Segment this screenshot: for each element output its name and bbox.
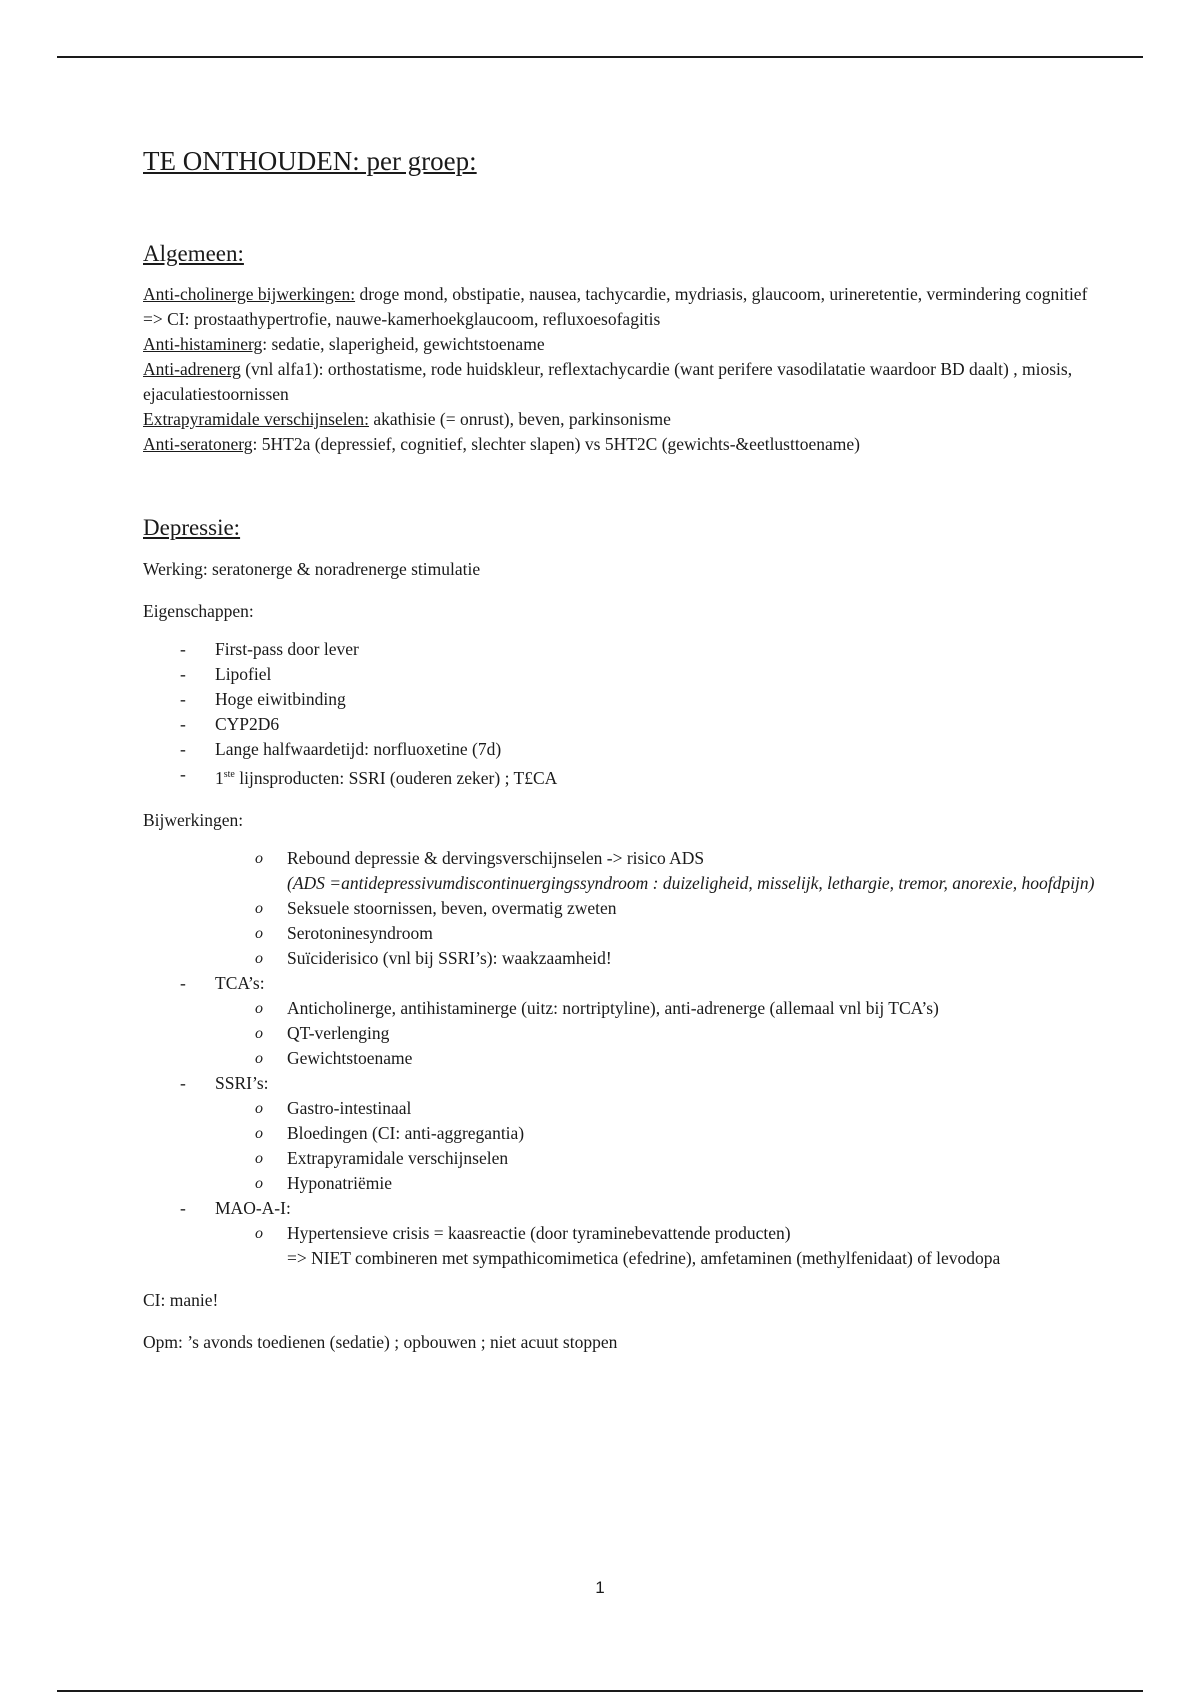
anticholinerg-label: Anti-cholinerge bijwerkingen:	[143, 284, 356, 304]
dash-bullet: -	[180, 1197, 186, 1218]
antiseratonerg-line	[143, 432, 1103, 457]
extrapyramidaal-label: Extrapyramidale verschijnselen:	[143, 409, 369, 429]
rebound-text: Rebound depressie & dervingsverschijnselen -> risico ADS	[287, 847, 705, 868]
extrapyramidaal-line	[143, 407, 1103, 432]
page-number: 1	[595, 1578, 605, 1597]
eerste-lijn-rest: lijnsproducten: SSRI (ouderen zeker) ; T£CA	[234, 767, 558, 788]
footer-rule	[57, 1690, 1143, 1692]
dash-bullet: -	[180, 664, 186, 684]
list-item-text: Serotoninesyndroom	[287, 922, 433, 943]
section-heading-depressie: Depressie:	[143, 515, 241, 540]
list-item-text: Seksuele stoornissen, beven, overmatig zweten	[287, 897, 617, 918]
ci-line: => CI: prostaathypertrofie, nauwe-kamerhoekglaucoom, refluxoesofagitis	[143, 309, 661, 329]
list-item	[215, 1221, 1103, 1271]
circle-bullet: o	[255, 924, 263, 942]
algemeen-section	[143, 282, 1103, 457]
dash-bullet: -	[180, 1072, 186, 1093]
maoi-note: => NIET combineren met sympathicomimetica (efedrine), amfetaminen (methylfenidaat) of levodopa	[287, 1247, 1001, 1268]
list-item	[215, 1121, 1103, 1146]
list-item	[143, 921, 1103, 946]
antiadrenerg-text: (vnl alfa1): orthostatisme, rode huidskleur, reflextachycardie (want perifere vasodilatatie waardoor BD daalt) , miosis, ejaculatiestoornissen	[143, 359, 1073, 404]
list-item-text: Extrapyramidale verschijnselen	[287, 1147, 509, 1168]
list-item-text: Anticholinerge, antihistaminerge (uitz: nortriptyline), anti-adrenerge (allemaal vnl bij TCA’s)	[287, 997, 939, 1018]
circle-bullet: o	[255, 1099, 263, 1117]
anticholinerg-line	[143, 282, 1103, 307]
list-item	[143, 846, 1103, 896]
circle-bullet: o	[255, 899, 263, 917]
list-item-text: QT-verlenging	[287, 1022, 390, 1043]
list-item	[215, 1046, 1103, 1071]
dash-bullet: -	[180, 689, 186, 709]
list-item	[143, 737, 1103, 762]
list-item-text: Lange halfwaardetijd: norfluoxetine (7d)	[215, 739, 502, 759]
list-item-text: First-pass door lever	[215, 639, 359, 659]
list-item	[215, 1171, 1103, 1196]
maoi-label: MAO-A-I:	[215, 1197, 291, 1218]
antiadrenerg-line	[143, 357, 1103, 407]
ordinal-suffix: ste	[223, 769, 235, 780]
section-heading-algemeen: Algemeen:	[143, 241, 244, 266]
antiseratonerg-text: : 5HT2a (depressief, cognitief, slechter slapen) vs 5HT2C (gewichts-&eetlusttoename)	[252, 434, 860, 454]
antihistaminerg-line	[143, 332, 1103, 357]
tca-group	[143, 971, 1103, 1071]
list-item-text: CYP2D6	[215, 714, 280, 734]
circle-bullet: o	[255, 1224, 263, 1242]
page-content	[143, 143, 1103, 1355]
list-item-text: Hypertensieve crisis = kaasreactie (door tyraminebevattende producten)	[287, 1222, 791, 1243]
dash-bullet: -	[180, 739, 186, 759]
list-item	[143, 687, 1103, 712]
list-item	[215, 1146, 1103, 1171]
list-item-text: Gastro-intestinaal	[287, 1097, 412, 1118]
antihistaminerg-label: Anti-histaminerg	[143, 334, 263, 354]
list-item	[143, 662, 1103, 687]
list-item	[143, 637, 1103, 662]
antiadrenerg-label: Anti-adrenerg	[143, 359, 241, 379]
list-item-text: Hoge eiwitbinding	[215, 689, 346, 709]
bijwerkingen-groepen-list	[143, 971, 1103, 1271]
ssri-group	[143, 1071, 1103, 1196]
list-item	[143, 762, 1103, 791]
ssri-label: SSRI’s:	[215, 1072, 269, 1093]
list-item	[143, 946, 1103, 971]
tca-label: TCA’s:	[215, 972, 265, 993]
eigenschappen-label: Eigenschappen:	[143, 601, 254, 621]
bijwerkingen-algemeen-list	[143, 846, 1103, 971]
list-item	[215, 996, 1103, 1021]
circle-bullet: o	[255, 1174, 263, 1192]
eerste-lijn-text	[215, 768, 557, 788]
list-item	[143, 896, 1103, 921]
dash-bullet: -	[180, 764, 186, 784]
list-item-text: Gewichtstoename	[287, 1047, 413, 1068]
werking-line: Werking: seratonerge & noradrenerge stimulatie	[143, 559, 481, 579]
header-rule	[57, 56, 1143, 58]
antihistaminerg-text: : sedatie, slaperigheid, gewichtstoename	[262, 334, 545, 354]
list-item-text: Lipofiel	[215, 664, 272, 684]
page-title: TE ONTHOUDEN: per groep:	[143, 146, 477, 176]
ordinal-number: 1	[215, 767, 224, 788]
bijwerkingen-label: Bijwerkingen:	[143, 809, 244, 830]
ci-manie: CI: manie!	[143, 1289, 219, 1310]
dash-bullet: -	[180, 639, 186, 659]
eigenschappen-list	[143, 637, 1103, 791]
dash-bullet: -	[180, 714, 186, 734]
opmerking: Opm: ’s avonds toedienen (sedatie) ; opbouwen ; niet acuut stoppen	[143, 1331, 618, 1352]
list-item	[143, 712, 1103, 737]
tca-list	[215, 996, 1103, 1071]
circle-bullet: o	[255, 1124, 263, 1142]
ads-note: (ADS =antidepressivumdiscontinuergingssyndroom : duizeligheid, misselijk, lethargie, tremor, anorexie, hoofdpijn)	[287, 872, 1095, 893]
circle-bullet: o	[255, 1149, 263, 1167]
ssri-list	[215, 1096, 1103, 1196]
list-item-text: Hyponatriëmie	[287, 1172, 392, 1193]
extrapyramidaal-text: akathisie (= onrust), beven, parkinsonisme	[368, 409, 671, 429]
list-item-text: Suïciderisico (vnl bij SSRI’s): waakzaamheid!	[287, 947, 612, 968]
list-item	[215, 1096, 1103, 1121]
circle-bullet: o	[255, 999, 263, 1017]
depressie-section	[143, 557, 1103, 1355]
anticholinerg-text: droge mond, obstipatie, nausea, tachycardie, mydriasis, glaucoom, urineretentie, vermindering cognitief	[355, 284, 1088, 304]
circle-bullet: o	[255, 1024, 263, 1042]
maoi-group	[143, 1196, 1103, 1271]
list-item	[215, 1021, 1103, 1046]
circle-bullet: o	[255, 949, 263, 967]
dash-bullet: -	[180, 972, 186, 993]
antiseratonerg-label: Anti-seratonerg	[143, 434, 253, 454]
list-item-text: Bloedingen (CI: anti-aggregantia)	[287, 1122, 525, 1143]
maoi-list	[215, 1221, 1103, 1271]
circle-bullet: o	[255, 1049, 263, 1067]
circle-bullet: o	[255, 849, 263, 867]
